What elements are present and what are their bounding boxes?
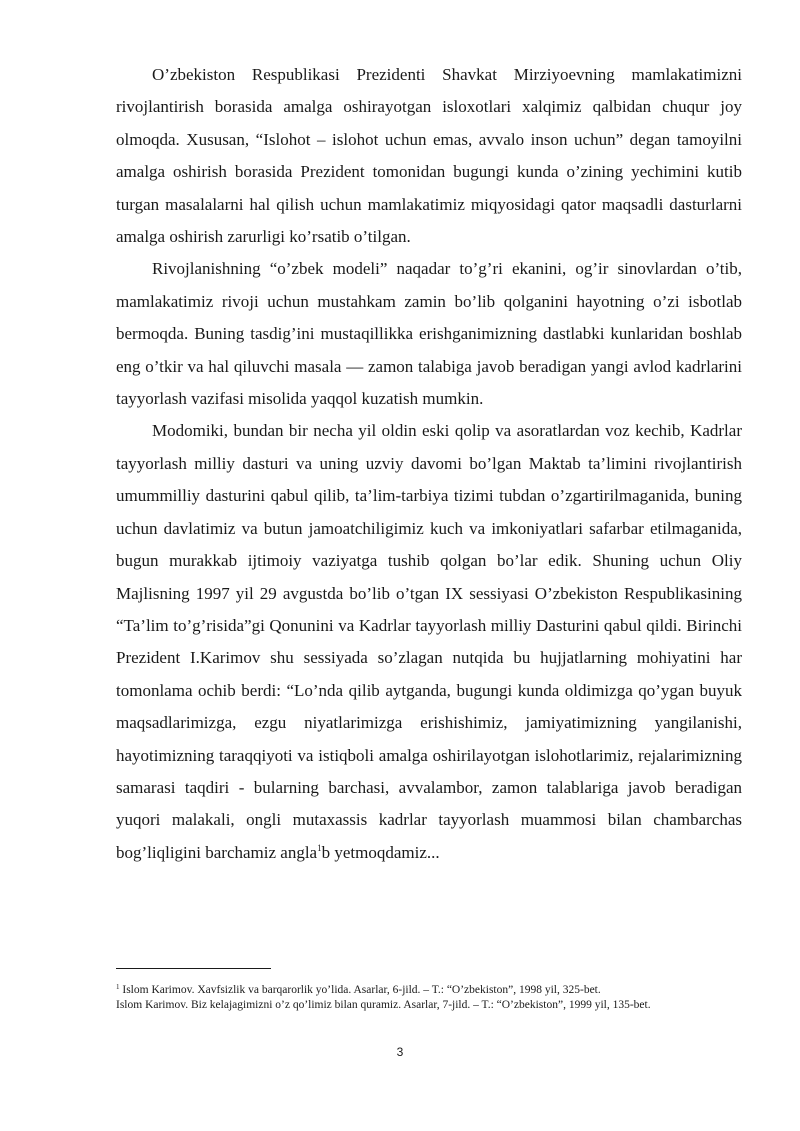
paragraph-2: Rivojlanishning “o’zbek modeli” naqadar to’g’ri ekanini, og’ir sinovlardan o’tib, mamlakatimiz rivoji uchun mustahkam zamin bo’lib qolganini hayotning o’zi isbotlab bermoqda. Buning tasdig’ini mustaqillikka erishganimizning dastlabki kunlaridan boshlab eng o’tkir va hal qiluvchi masala — zamon talabiga javob beradigan yangi avlod kadrlarini tayyorlash vazifasi misolida yaqqol kuzatish mumkin. — [116, 259, 742, 409]
footnote-marker: 1 — [116, 983, 120, 991]
paragraph-3-tail: b yetmoqdamiz... — [321, 842, 440, 862]
footnote-text: Islom Karimov. Biz kelajagimizni o’z qo’limiz bilan quramiz. Asarlar, 7-jild. – T.: “O’zbekiston”, 1999 yil, 135-bet. — [116, 999, 651, 1011]
footnote-1 — [116, 983, 736, 998]
paragraph-3 — [116, 415, 742, 869]
footnotes — [116, 983, 736, 1013]
paragraph-1: O’zbekiston Respublikasi Prezidenti Shavkat Mirziyoevning mamlakatimizni rivojlantirish borasida amalga oshirayotgan isloxotlari xalqimiz qalbidan chuqur joy olmoqda. Xususan, “Islohot – islohot uchun emas, avvalo inson uchun” degan tamoyilni amalga oshirish borasida Prezident tomonidan bugungi kunda o’zining yechimini kutib turgan masalalarni hal qilish uchun mamlakatimiz miqyosidagi qator maqsadli dasturlarni amalga oshirish zarurligi ko’rsatib o’tilgan. — [116, 65, 742, 247]
footnote-2 — [116, 998, 736, 1013]
footnote-text: Islom Karimov. Xavfsizlik va barqarorlik yo’lida. Asarlar, 6-jild. – T.: “O’zbekiston”, 1998 yil, 325-bet. — [119, 984, 601, 996]
footnote-separator — [116, 968, 271, 969]
footnote-reference: 1 — [317, 842, 322, 853]
body-text — [116, 59, 742, 869]
paragraph-3-text: Modomiki, bundan bir necha yil oldin eski qolip va asoratlardan voz kechib, Kadrlar tayyorlash milliy dasturi va uning uzviy davomi bo’lgan Maktab ta’limini rivojlantirish umummilliy dasturini qabul qilib, ta’lim-tarbiya tizimi tubdan o’zgartirilmaganida, buning uchun davlatimiz va butun jamoatchiligimiz kuch va imkoniyatlari safarbar etilmaganida, bugun murakkab ijtimoiy vaziyatga tushib qolgan bo’lar edik. Shuning uchun Oliy Majlisning 1997 yil 29 avgustda bo’lib o’tgan IX sessiyasi O’zbekiston Respublikasining “Ta’lim to’g’risida”gi Qonunini va Kadrlar tayyorlash milliy Dasturini qabul qildi. Birinchi Prezident I.Karimov shu sessiyada so’zlagan nutqida bu hujjatlarning mohiyatini har tomonlama ochib berdi: “Lo’nda qilib aytganda, bugungi kunda oldimizga qo’ygan buyuk maqsadlarimizga, ezgu niyatlarimizga erishishimiz, jamiyatimizning yangilanishi, hayotimizning taraqqiyoti va istiqboli amalga oshirilayotgan islohotlarimiz, rejalarimizning samarasi taqdiri - bularning barchasi, avvalambor, zamon talablariga javob beradigan yuqori malakali, ongli mutaxassis kadrlar tayyorlash muammosi bilan chambarchas bog’liqligini barchamiz angla — [116, 421, 742, 862]
page-number: 3 — [396, 1045, 404, 1059]
